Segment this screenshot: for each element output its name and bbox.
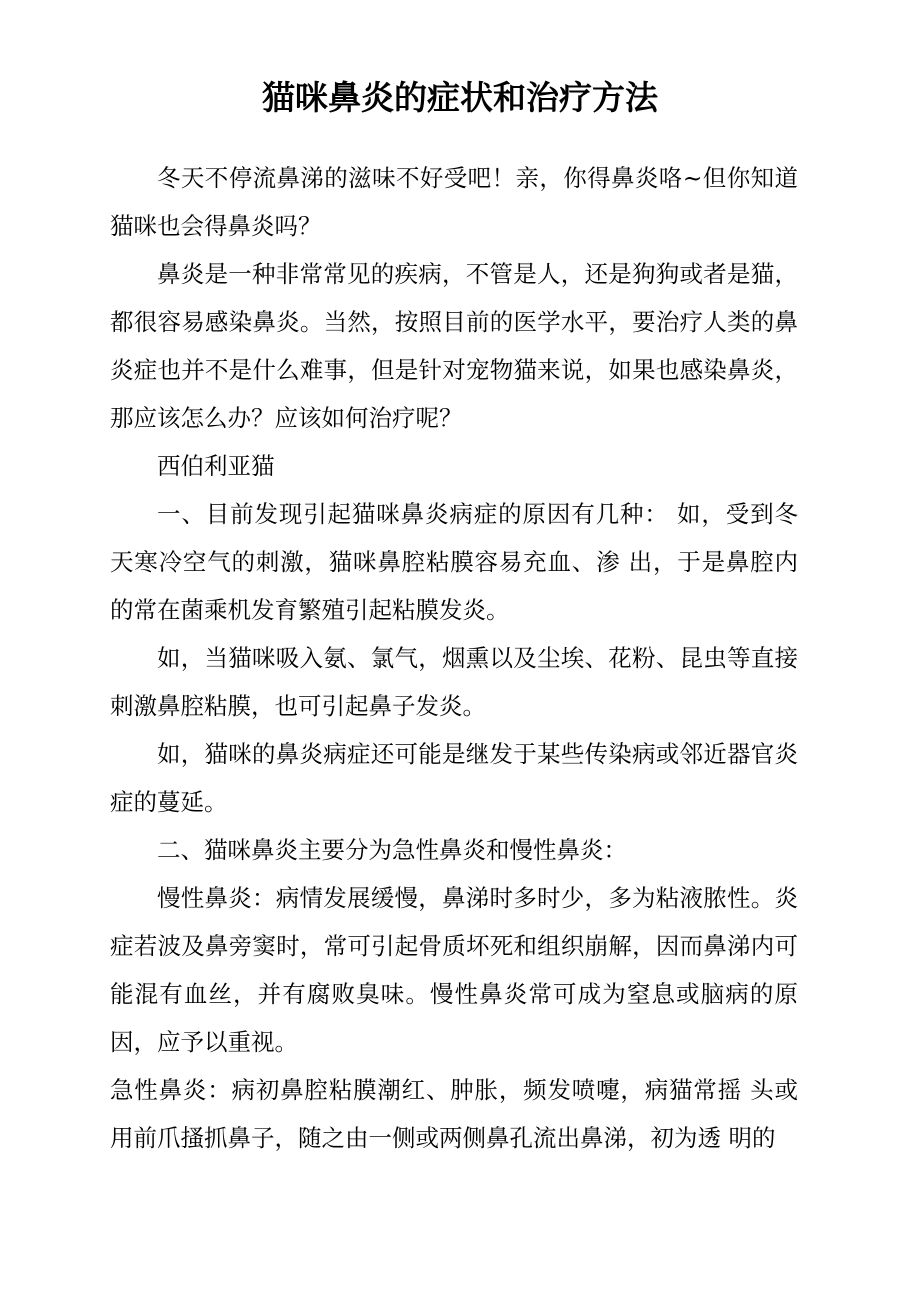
paragraph-siberian-cat: 西伯利亚猫	[157, 452, 275, 480]
paragraph-rhinitis-overview: 鼻炎是一种非常常见的疾病，不管是人，还是狗狗或者是猫，都很容易感染鼻炎。当然，按照目前的医学水平，要治疗人类的鼻炎症也并不是什么难事，但是针对宠物猫来说，如果也感染鼻炎，那应该怎么办？应该如何治疗呢？	[110, 260, 798, 432]
paragraph-types-heading: 二、猫咪鼻炎主要分为急性鼻炎和慢性鼻炎：	[157, 836, 627, 864]
article-body	[110, 154, 798, 1162]
paragraph-acute-rhinitis: 急性鼻炎：病初鼻腔粘膜潮红、肿胀，频发喷嚏，病猫常摇 头或用前爪搔抓鼻子，随之由一侧或两侧鼻孔流出鼻涕，初为透 明的	[110, 1076, 798, 1152]
paragraph-cause-irritants: 如，当猫咪吸入氨、氯气，烟熏以及尘埃、花粉、昆虫等直接刺激鼻腔粘膜，也可引起鼻子发炎。	[110, 644, 798, 720]
paragraph-chronic-rhinitis: 慢性鼻炎：病情发展缓慢，鼻涕时多时少，多为粘液脓性。炎症若波及鼻旁窦时，常可引起骨质坏死和组织崩解，因而鼻涕内可能混有血丝，并有腐败臭味。慢性鼻炎常可成为窒息或脑病的原因，应予以重视。	[110, 884, 798, 1056]
paragraph-cause-secondary: 如，猫咪的鼻炎病症还可能是继发于某些传染病或邻近器官炎症的蔓延。	[110, 740, 798, 816]
page-title: 猫咪鼻炎的症状和治疗方法	[262, 78, 658, 117]
paragraph-intro: 冬天不停流鼻涕的滋味不好受吧！亲，你得鼻炎咯~但你知道猫咪也会得鼻炎吗？	[110, 164, 798, 240]
paragraph-causes-heading: 一、目前发现引起猫咪鼻炎病症的原因有几种： 如，受到冬天寒冷空气的刺激，猫咪鼻腔粘膜容易充血、渗 出，于是鼻腔内的常在菌乘机发育繁殖引起粘膜发炎。	[110, 500, 798, 624]
